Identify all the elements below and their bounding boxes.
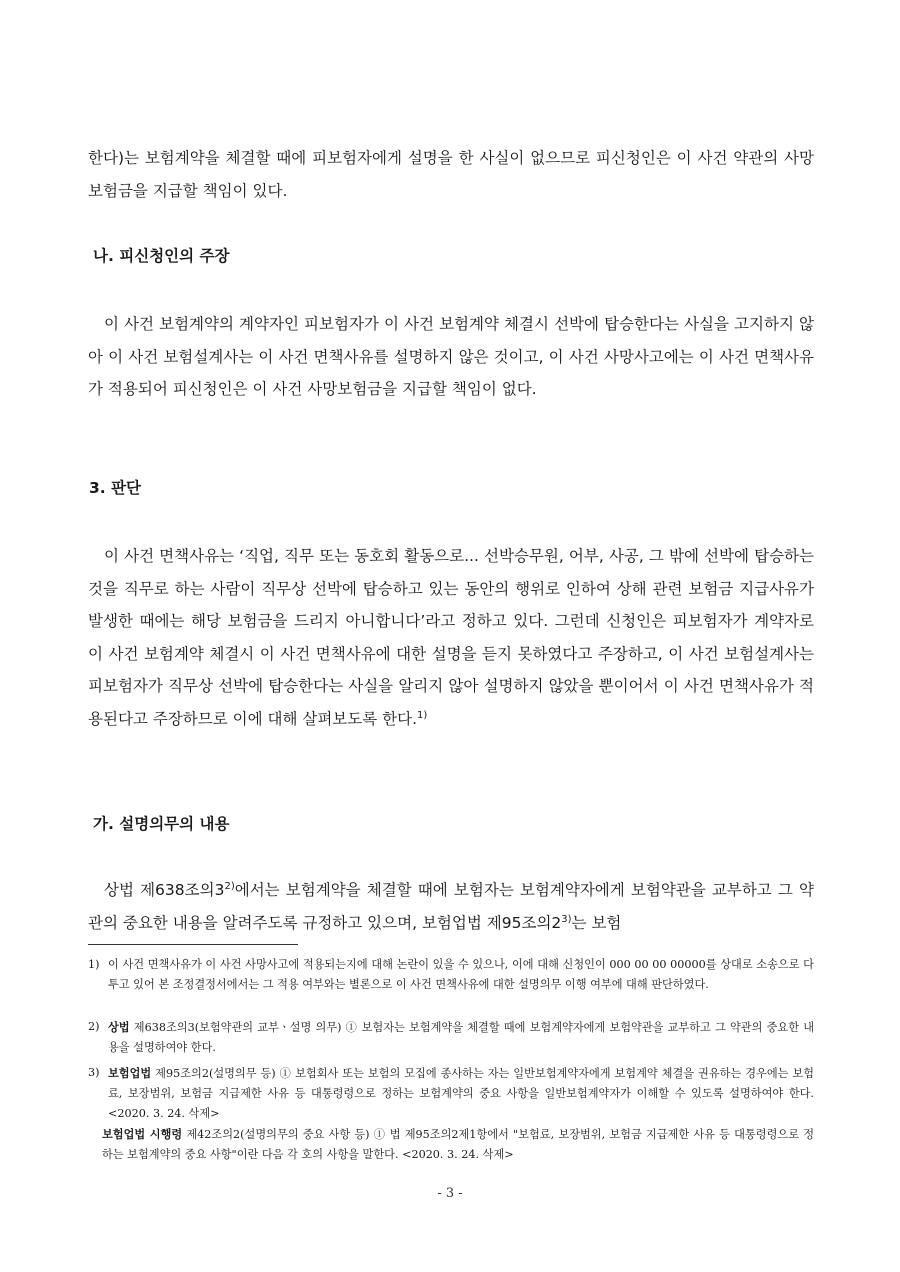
footnote-3-decree-name: 보험업법 시행령 [102,1127,183,1141]
footnote-2-body [108,1017,814,1058]
heading-judgment: 3. 판단 [89,479,142,497]
paragraph-duty-text-a: 상법 제638조의3 [104,881,225,899]
footnote-2-text: 제638조의3(보험약관의 교부ㆍ설명 의무) ① 보험자는 보험계약을 체결할 때에 보험계약자에게 보험약관을 교부하고 그 약관의 중요한 내용을 설명하여야 한다. [108,1021,814,1054]
footnote-2 [88,1017,814,1058]
footnote-1 [88,955,814,995]
footnote-divider [88,944,298,945]
paragraph-judgment [88,540,814,735]
footnote-3-text: 제95조의2(설명의무 등) ① 보험회사 또는 보험의 모집에 종사하는 자는 일반보험계약자에게 보험계약 체결을 권유하는 경우에는 보험료, 보장범위, 보험금 지급제한 사유 등 대통령령으로 정하는 보험계약의 중요 사항을 일반보험계약자가 이해할 수 있도록 설명하여야 한다. <2020. 3. 24. 삭제> [108,1067,814,1120]
heading-respondent-claim: 나. 피신청인의 주장 [93,247,230,265]
paragraph-judgment-text: 이 사건 면책사유는 ‘직업, 직무 또는 동호회 활동으로... 선박승무원, 어부, 사공, 그 밖에 선박에 탑승하는 것을 직무로 하는 사람이 직무상 선박에 탑승하고 있는 동안의 행위로 인하여 상해 관련 보험금 지급사유가 발생한 때에는 해당 보험금을 드리지 아니합니다’라고 정하고 있다. 그런데 신청인은 피보험자가 계약자로 이 사건 보험계약 체결시 이 사건 면책사유에 대한 설명을 듣지 못하였다고 주장하고, 이 사건 보험설계사는 피보험자가 직무상 선박에 탑승한다는 사실을 알리지 않아 설명하지 않았을 뿐이어서 이 사건 면책사유가 적용된다고 주장하므로 이에 대해 살펴보도록 한다. [88,547,814,728]
footnote-3 [88,1063,814,1165]
footnote-ref-1: 1) [417,709,428,721]
footnote-3-number: 3) [88,1066,100,1079]
heading-duty-to-explain: 가. 설명의무의 내용 [93,815,230,833]
paragraph-duty-to-explain [88,874,814,939]
paragraph-duty-text-c: 는 보험 [571,913,622,932]
footnote-1-number: 1) [88,958,100,971]
footnote-3-decree-text: 제42조의2(설명의무의 중요 사항 등) ① 법 제95조의2제1항에서 "보험료, 보장범위, 보험금 지급제한 사유 등 대통령령으로 정하는 보험계약의 중요 사항"이란 다음 각 호의 사항을 말한다. <2020. 3. 24. 삭제> [102,1128,815,1161]
footnote-3-law-name: 보험업법 [108,1066,152,1080]
footnote-3-decree [102,1124,814,1165]
footnote-2-law-name: 상법 [108,1020,130,1034]
page-number: - 3 - [437,1186,463,1201]
footnote-ref-2: 2) [224,880,235,892]
footnote-1-text: 이 사건 면책사유가 이 사건 사망사고에 적용되는지에 대해 논란이 있을 수 있으나, 이에 대해 신청인이 000 00 00 00000를 상대로 소송으로 다투고 있어 본 조정결정서에서는 그 적용 여부와는 별론으로 이 사건 면책사유에 대한 설명의무 이행 여부에 대해 판단하였다. [108,958,814,991]
footnote-3-body [108,1063,814,1124]
footnote-ref-3: 3) [561,913,572,925]
paragraph-respondent-claim: 이 사건 보험계약의 계약자인 피보험자가 이 사건 보험계약 체결시 선박에 탑승한다는 사실을 고지하지 않아 이 사건 보험설계사는 이 사건 면책사유를 설명하지 않은 것이고, 이 사건 사망사고에는 이 사건 면책사유가 적용되어 피신청인은 이 사건 사망보험금을 지급할 책임이 없다. [88,315,814,398]
footnote-2-number: 2) [88,1020,100,1033]
paragraph-duty-text-b: 에서는 보험계약을 체결할 때에 보험자는 보험계약자에게 보험약관을 교부하고 그 약관의 중요한 내용을 알려주도록 규정하고 있으며, 보험업법 제95조의2 [88,881,814,932]
paragraph-claimant-conclusion: 한다)는 보험계약을 체결할 때에 피보험자에게 설명을 한 사실이 없으므로 피신청인은 이 사건 약관의 사망보험금을 지급할 책임이 있다. [88,149,814,200]
